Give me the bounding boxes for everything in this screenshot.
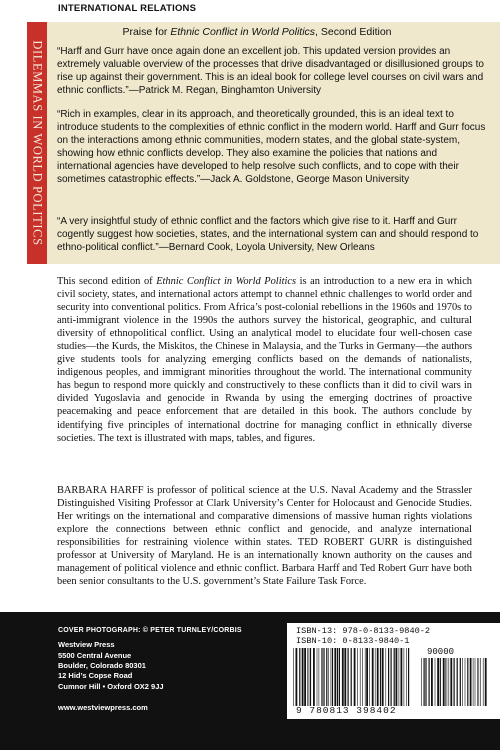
barcode-bar <box>360 648 361 706</box>
barcode-bar <box>331 648 332 706</box>
barcode-bar <box>351 648 352 706</box>
barcode-bar <box>307 648 308 706</box>
praise-title: Praise for Ethnic Conflict in World Politics, Second Edition <box>122 26 392 38</box>
barcode-bar <box>334 648 336 706</box>
barcode-bar <box>326 648 327 706</box>
barcode-bar <box>440 658 441 706</box>
price-addon-barcode <box>420 658 488 706</box>
publisher-name: Westview Press <box>58 640 115 649</box>
barcode-bar <box>357 648 358 706</box>
barcode-bar <box>460 658 461 706</box>
publisher-website: www.westviewpress.com <box>58 703 148 712</box>
barcode-bar <box>321 648 322 706</box>
publisher-address-line: Cumnor Hill • Oxford OX2 9JJ <box>58 681 164 691</box>
barcode-bar <box>454 658 455 706</box>
barcode-bar <box>354 648 356 706</box>
barcode-bar <box>388 648 389 706</box>
barcode-bar <box>404 648 405 706</box>
barcode-bar <box>382 648 384 706</box>
barcode-bar <box>296 648 298 706</box>
barcode-bar <box>319 648 320 706</box>
series-label: INTERNATIONAL RELATIONS <box>58 3 197 14</box>
barcode-bar <box>313 648 315 706</box>
barcode-bar <box>465 658 466 706</box>
barcode-bar <box>328 648 329 706</box>
praise-quote: “A very insightful study of ethnic conflict and the factors which give rise to it. Harff and Gurr cogently suggest how societies, states, and the international system can and should respond to ethno-political conflict.”—Bernard Cook, Loyola University, New Orleans <box>57 216 479 253</box>
barcode-bar <box>377 648 379 706</box>
barcode-bar <box>302 648 304 706</box>
price-addon-label: 90000 <box>427 647 455 657</box>
barcode-bar <box>473 658 474 706</box>
barcode-bar <box>299 648 300 706</box>
book-title: Ethnic Conflict in World Politics <box>170 26 316 38</box>
barcode-bar <box>342 648 344 706</box>
barcode-bar <box>421 658 422 706</box>
barcode-bar <box>467 658 468 706</box>
barcode-bar <box>449 658 450 706</box>
barcode-bar <box>348 648 349 706</box>
barcode-bar <box>366 648 368 706</box>
barcode-bar <box>344 648 346 706</box>
barcode-bar <box>375 648 376 706</box>
spine-title: DILEMMAS IN WORLD POLITICS <box>30 40 45 246</box>
publisher-block <box>58 640 146 672</box>
barcode-bar <box>310 648 311 706</box>
barcode-bar <box>309 648 310 706</box>
barcode-bar <box>435 658 436 706</box>
barcode-bar <box>477 658 478 706</box>
book-description: This second edition of Ethnic Conflict in World Politics is an introduction to a new era in which civil society, states, and international actors attempt to channel ethnic challenges to world order and security into conventional politics. From Africa’s post-colonial rebellions in the 1960s and 1970s to anti-immigrant violence in the 1990s the authors survey the historical, geographic, and cultural diversity of ethnopolitical conflict. Using an analytical model to elucidate four well-chosen case studies—the Kurds, the Miskitos, the Chinese in Malaysia, and the Turks in Germany—the authors give students tools for analyzing emerging conflicts based on the demands of nationalists, indigenous peoples, and immigrant minorities throughout the world. The international community has begun to respond more quickly and constructively to these conflicts than it did to civil wars in divided Yugoslavia and genocide in Rwanda by using the emerging doctrines of proactive peacemaking and peace enforcement that are detailed in this book. The authors conclude by identifying five principles of international doctrine for managing conflict in ethnically diverse societies. The text is illustrated with maps, tables, and figures. <box>57 276 473 444</box>
barcode-bar <box>450 658 452 706</box>
barcode-bar <box>470 658 472 706</box>
barcode-bar <box>380 648 381 706</box>
isbn-barcode <box>292 648 412 706</box>
barcode-bar <box>483 658 484 706</box>
isbn13: ISBN-13: 978-0-8133-9840-2 <box>296 626 431 636</box>
barcode-bar <box>479 658 480 706</box>
barcode-bar <box>431 658 433 706</box>
isbn10: ISBN-10: 0-8133-9840-1 <box>296 636 410 646</box>
barcode-bar <box>457 658 458 706</box>
barcode-bar <box>365 648 366 706</box>
book-title: Ethnic Conflict in World Politics <box>156 276 297 287</box>
barcode-bar <box>396 648 398 706</box>
publisher-address-line: 5500 Central Avenue <box>58 650 132 660</box>
barcode-bar <box>362 648 363 706</box>
barcode-bar <box>386 648 387 706</box>
barcode-bar <box>324 648 325 706</box>
barcode-bar <box>394 648 395 706</box>
barcode-bar <box>425 658 426 706</box>
barcode-bar <box>293 648 294 706</box>
barcode-bar <box>480 658 481 706</box>
barcode-bar <box>399 648 400 706</box>
publisher-address-line: Boulder, Colorado 80301 <box>58 661 146 671</box>
barcode-bar <box>447 658 448 706</box>
barcode-bar <box>443 658 445 706</box>
barcode-bar <box>322 648 323 706</box>
barcode-bar <box>337 648 338 706</box>
cover-credit: COVER PHOTOGRAPH: © PETER TURNLEY/CORBIS <box>58 627 242 634</box>
author-bio: BARBARA HARFF is professor of political science at the U.S. Naval Academy and the Strassler Distinguished Visiting Professor at Clark University’s Center for Holocaust and Genocide Studies. Her writings on the international and comparative dimensions of massive human rights violations explore the connections between ethnic conflict and genocide, and analyze international responsibilities for restraining violence within states. TED ROBERT GURR is distinguished professor at University of Maryland. He is an internationally known authority on the causes and management of political violence and ethnic conflict. Barbara Harff and Ted Robert Gurr have both been senior consultants to the U.S. government’s State Failure Task Force. <box>57 485 472 588</box>
barcode-bar <box>372 648 374 706</box>
barcode-bar <box>445 658 446 706</box>
barcode-bar <box>339 648 340 706</box>
barcode-bar <box>437 658 439 706</box>
barcode-bar <box>485 658 487 706</box>
barcode-bar <box>369 648 370 706</box>
barcode-bar <box>408 648 409 706</box>
barcode-bar <box>401 648 403 706</box>
barcode-bar <box>317 648 318 706</box>
praise-quote: “Rich in examples, clear in its approach, and theoretically grounded, this is an ideal text to introduce students to the complexities of ethnic conflict in the modern world. Harff and Gurr focus on the interactions among ethnic communities, modern states, and the global state-system, showing how ethnic conflicts develop. They also examine the policies that nations and international agencies have developed to help resolve such conflicts, and to cope with their sometimes catastrophic effects.”—Jack A. Goldstone, George Mason University <box>57 109 486 185</box>
barcode-bar <box>424 658 425 706</box>
barcode-bar <box>332 648 333 706</box>
barcode-bar <box>429 658 430 706</box>
praise-quote: “Harff and Gurr have once again done an excellent job. This updated version provides an extremely valuable overview of the processes that drive disadvantaged or disillusioned groups to rise up against their government. This is an ideal book for college level courses on civil wars and ethnic conflicts.”—Patrick M. Regan, Binghamton University <box>57 46 484 96</box>
barcode-bar <box>391 648 392 706</box>
publisher-address-line: 12 Hid’s Copse Road <box>58 671 133 680</box>
barcode-bar <box>475 658 476 706</box>
barcode-digits: 9 780813 398402 <box>296 705 397 716</box>
barcode-bar <box>304 648 306 706</box>
barcode-bar <box>406 648 407 706</box>
publisher-uk-address <box>58 671 164 692</box>
barcode-bar <box>462 658 463 706</box>
